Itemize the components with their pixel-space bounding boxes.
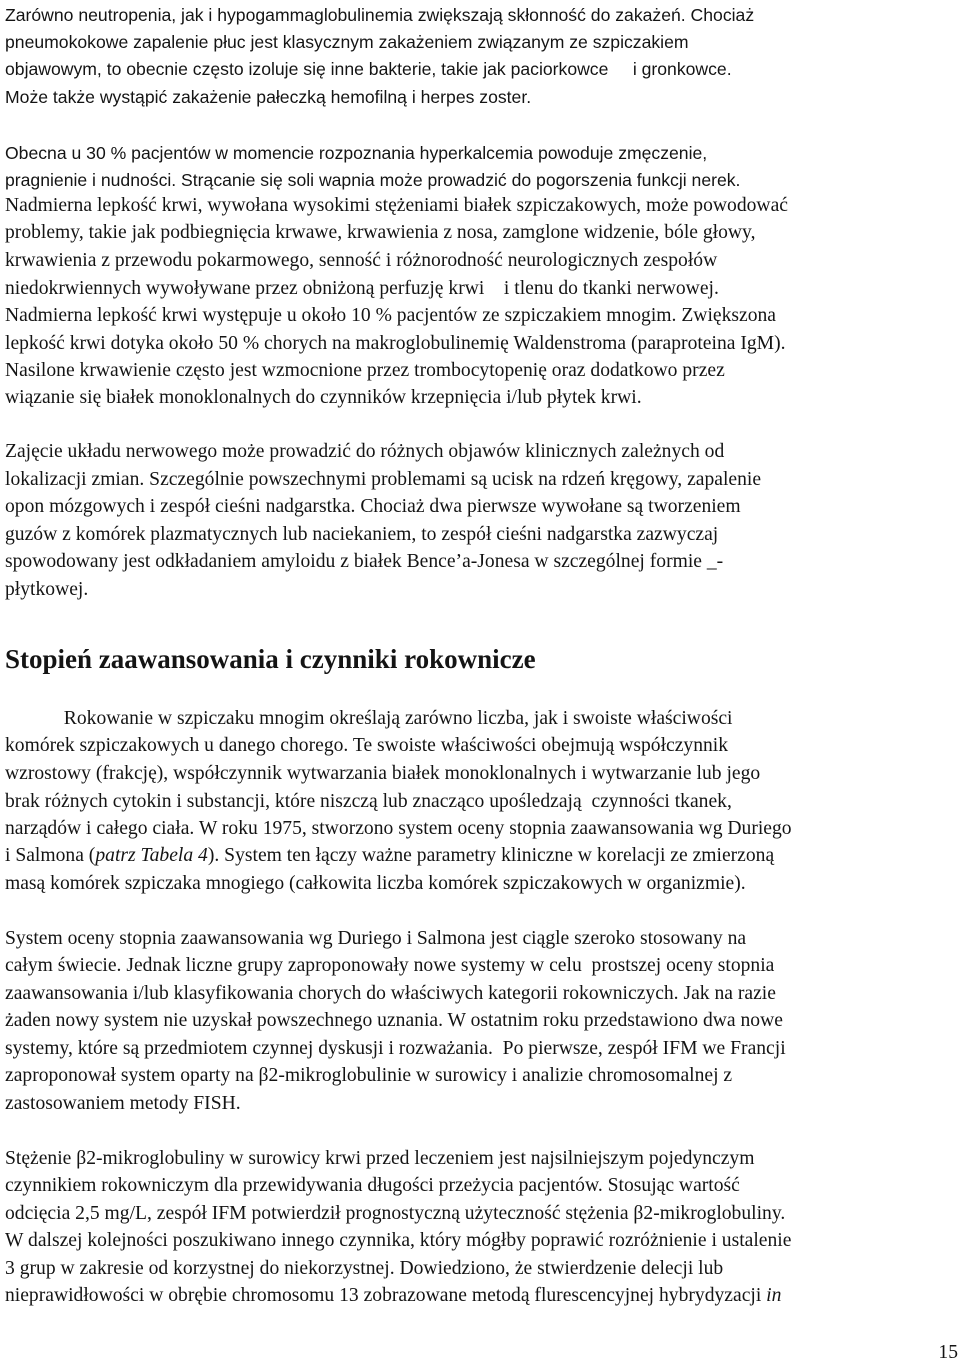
text-line: Nadmierna lepkość krwi występuje u około 10 % pacjentów ze szpiczakiem mnogim. Zwiększona [5, 305, 777, 326]
text-line: narządów i całego ciała. W roku 1975, stworzono system oceny stopnia zaawansowania wg Duriego [5, 818, 792, 839]
text-line: nieprawidłowości w obrębie chromosomu 13 zobrazowane metodą flurescencyjnej hybrydyzacji in [5, 1285, 782, 1306]
text-line: problemy, takie jak podbiegnięcia krwawe, krwawienia z nosa, zamglone widzenie, bóle głowy, [5, 222, 756, 243]
text-line: objawowym, to obecnie często izoluje się inne bakterie, takie jak paciorkowce i gronkowce. [5, 59, 732, 79]
text-line: pneumokokowe zapalenie płuc jest klasycznym zakażeniem związanym ze szpiczakiem [5, 32, 689, 52]
text-line: Stężenie β2-mikroglobuliny w surowicy krwi przed leczeniem jest najsilniejszym pojedynczym [5, 1148, 755, 1169]
text-line: wiązanie się białek monoklonalnych do czynników krzepnięcia i/lub płytek krwi. [5, 387, 642, 408]
text-line: pragnienie i nudności. Strącanie się soli wapnia może prowadzić do pogorszenia funkcji nerek. [5, 170, 741, 190]
section-heading: Stopień zaawansowania i czynniki rokownicze [5, 644, 536, 674]
text-line: zaawansowania i/lub klasyfikowania chorych do właściwych kategorii rokowniczych. Jak na razie [5, 983, 776, 1004]
text-line: masą komórek szpiczaka mnogiego (całkowita liczba komórek szpiczakowych w organizmie). [5, 873, 746, 894]
text-line: systemy, które są przedmiotem czynnej dyskusji i rozważania. Po pierwsze, zespół IFM we Francji [5, 1038, 786, 1059]
text-line: Nasilone krwawienie często jest wzmocnione przez trombocytopenię oraz dodatkowo przez [5, 360, 725, 381]
text-line: płytkowej. [5, 579, 89, 600]
text-line: W dalszej kolejności poszukiwano innego czynnika, który mógłby poprawić rozróżnienie i ustalenie [5, 1230, 792, 1251]
text-line: brak różnych cytokin i substancji, które niszczą lub znacząco upośledzają czynności tkanek, [5, 791, 732, 812]
text-line: czynnikiem rokowniczym dla przewidywania długości przeżycia pacjentów. Stosując wartość [5, 1175, 740, 1196]
text-line: krwawienia z przewodu pokarmowego, senność i różnorodność neurologicznych zespołów [5, 250, 718, 271]
text-line: Nadmierna lepkość krwi, wywołana wysokimi stężeniami białek szpiczakowych, może powodować [5, 195, 788, 216]
text-line: System oceny stopnia zaawansowania wg Duriego i Salmona jest ciągle szeroko stosowany na [5, 928, 747, 949]
text-line: zaproponował system oparty na β2-mikroglobulinie w surowicy i analizie chromosomalnej z [5, 1065, 733, 1086]
text-line: niedokrwiennych wywoływane przez obniżoną perfuzję krwi i tlenu do tkanki nerwowej. [5, 278, 719, 299]
text-line: lokalizacji zmian. Szczególnie powszechnymi problemami są ucisk na rdzeń kręgowy, zapalenie [5, 469, 762, 490]
text-line: spowodowany jest odkładaniem amyloidu z białek Bence’a-Jonesa w szczególnej formie _- [5, 551, 724, 572]
text-line: Zarówno neutropenia, jak i hypogammaglobulinemia zwiększają skłonność do zakażeń. Chociaż [5, 5, 755, 25]
text-line: i Salmona (patrz Tabela 4). System ten łączy ważne parametry kliniczne w korelacji ze zmierzoną [5, 845, 775, 866]
text-line: komórek szpiczakowych u danego chorego. Te swoiste właściwości obejmują współczynnik [5, 735, 729, 756]
text-line: odcięcia 2,5 mg/L, zespół IFM potwierdził prognostyczną użyteczność stężenia β2-mikroglobuliny. [5, 1203, 786, 1224]
text-line: 3 grup w zakresie od korzystnej do niekorzystnej. Dowiedziono, że stwierdzenie delecji lub [5, 1258, 724, 1279]
text-line: Może także wystąpić zakażenie pałeczką hemofilną i herpes zoster. [5, 87, 532, 107]
text-line: Obecna u 30 % pacjentów w momencie rozpoznania hyperkalcemia powoduje zmęczenie, [5, 143, 708, 163]
text-line: Zajęcie układu nerwowego może prowadzić do różnych objawów klinicznych zależnych od [5, 441, 725, 462]
text-line: całym świecie. Jednak liczne grupy zaproponowały nowe systemy w celu prostszej oceny stopnia [5, 955, 775, 976]
text-line: Rokowanie w szpiczaku mnogim określają zarówno liczba, jak i swoiste właściwości [5, 708, 733, 729]
text-line: żaden nowy system nie uzyskał powszechnego uznania. W ostatnim roku przedstawiono dwa nowe [5, 1010, 783, 1031]
page-number: 15 [938, 1342, 958, 1363]
text-line: opon mózgowych i zespół cieśni nadgarstka. Chociaż dwa pierwsze wywołane są tworzeniem [5, 496, 741, 517]
text-line: guzów z komórek plazmatycznych lub naciekaniem, to zespół cieśni nadgarstka zazwyczaj [5, 524, 719, 545]
text-line: wzrostowy (frakcję), współczynnik wytwarzania białek monoklonalnych i wytwarzanie lub jego [5, 763, 761, 784]
text-line: lepkość krwi dotyka około 50 % chorych na makroglobulinemię Waldenstroma (paraproteina IgM). [5, 333, 786, 354]
text-line: zastosowaniem metody FISH. [5, 1093, 241, 1114]
